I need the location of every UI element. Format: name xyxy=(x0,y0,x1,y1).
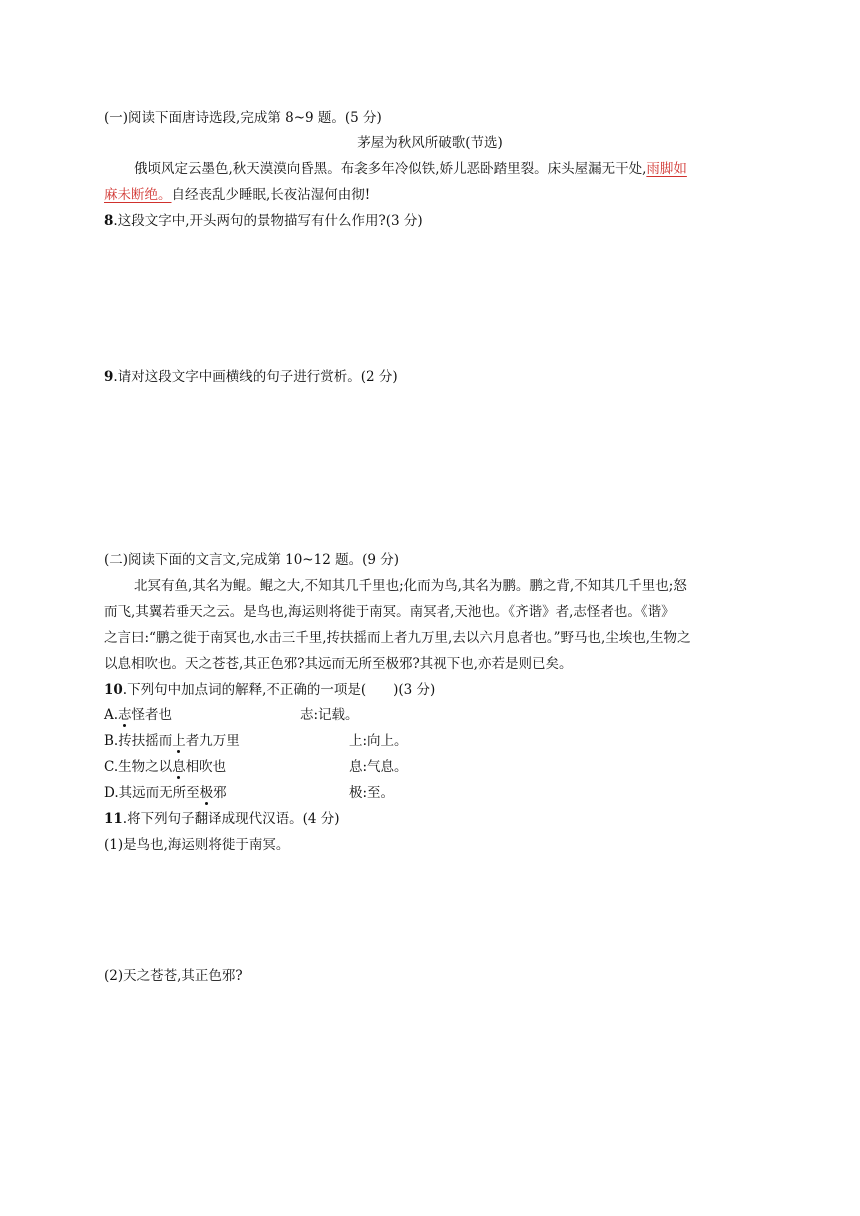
question-11-sub-2: (2)天之苍苍,其正色邪? xyxy=(104,968,243,984)
question-number: 10 xyxy=(104,682,123,698)
question-text: .下列句中加点词的解释,不正确的一项是( )(3 分) xyxy=(122,682,436,698)
question-11-sub-1: (1)是鸟也,海运则将徙于南冥。 xyxy=(104,837,290,853)
poem-line-1 xyxy=(134,160,687,178)
option-prefix: C.生物之以 xyxy=(104,759,173,775)
question-8 xyxy=(104,212,423,230)
question-9 xyxy=(104,368,398,386)
poem-text: 自经丧乱少睡眠,长夜沾湿何由彻! xyxy=(171,187,371,203)
dotted-word: 上 xyxy=(172,733,186,749)
option-b xyxy=(104,732,240,750)
option-a xyxy=(104,706,172,724)
option-a-explanation: 志:记载。 xyxy=(300,707,359,723)
section1-heading: (一)阅读下面唐诗选段,完成第 8~9 题。(5 分) xyxy=(104,110,382,126)
poem-line-2 xyxy=(104,186,370,204)
underlined-sentence: 麻未断绝。 xyxy=(104,187,172,203)
option-prefix: A. xyxy=(104,707,119,723)
dotted-word: 志 xyxy=(118,707,132,723)
question-number: 11 xyxy=(104,811,123,827)
option-c xyxy=(104,758,226,776)
option-b-explanation: 上:向上。 xyxy=(349,733,408,749)
option-suffix: 怪者也 xyxy=(131,707,173,723)
option-c-explanation: 息:气息。 xyxy=(349,759,408,775)
underlined-sentence: 雨脚如 xyxy=(646,161,687,177)
option-d-explanation: 极:至。 xyxy=(349,785,395,801)
option-prefix: D.其远而无所至 xyxy=(104,785,200,801)
poem-title: 茅屋为秋风所破歌(节选) xyxy=(357,135,503,151)
question-number: 8 xyxy=(104,213,114,229)
dotted-word: 极 xyxy=(199,785,214,801)
passage-line-1: 北冥有鱼,其名为鲲。鲲之大,不知其几千里也;化而为鸟,其名为鹏。鹏之背,不知其几千里也;怒 xyxy=(134,578,687,594)
option-suffix: 相吹也 xyxy=(185,759,227,775)
question-11 xyxy=(104,810,340,828)
option-d xyxy=(104,784,227,802)
section2-heading: (二)阅读下面的文言文,完成第 10~12 题。(9 分) xyxy=(104,552,399,568)
question-text: .请对这段文字中画横线的句子进行赏析。(2 分) xyxy=(113,369,398,385)
poem-text: 俄顷风定云墨色,秋天漠漠向昏黑。布衾多年冷似铁,娇儿恶卧踏里裂。床头屋漏无干处, xyxy=(134,161,647,177)
passage-line-2: 而飞,其翼若垂天之云。是鸟也,海运则将徙于南冥。南冥者,天池也。《齐谐》者,志怪者也。《谐》 xyxy=(104,604,675,620)
option-suffix: 者九万里 xyxy=(185,733,240,749)
passage-line-3: 之言曰:“鹏之徙于南冥也,水击三千里,抟扶摇而上者九万里,去以六月息者也。”野马也,尘埃也,生物之 xyxy=(104,630,691,646)
passage-line-4: 以息相吹也。天之苍苍,其正色邪?其远而无所至极邪?其视下也,亦若是则已矣。 xyxy=(104,656,573,672)
question-text: .这段文字中,开头两句的景物描写有什么作用?(3 分) xyxy=(113,213,423,229)
option-suffix: 邪 xyxy=(213,785,227,801)
dotted-word: 息 xyxy=(172,759,186,775)
option-prefix: B.抟扶摇而 xyxy=(104,733,173,749)
question-text: .将下列句子翻译成现代汉语。(4 分) xyxy=(122,811,340,827)
question-10 xyxy=(104,681,435,699)
question-number: 9 xyxy=(104,369,114,385)
